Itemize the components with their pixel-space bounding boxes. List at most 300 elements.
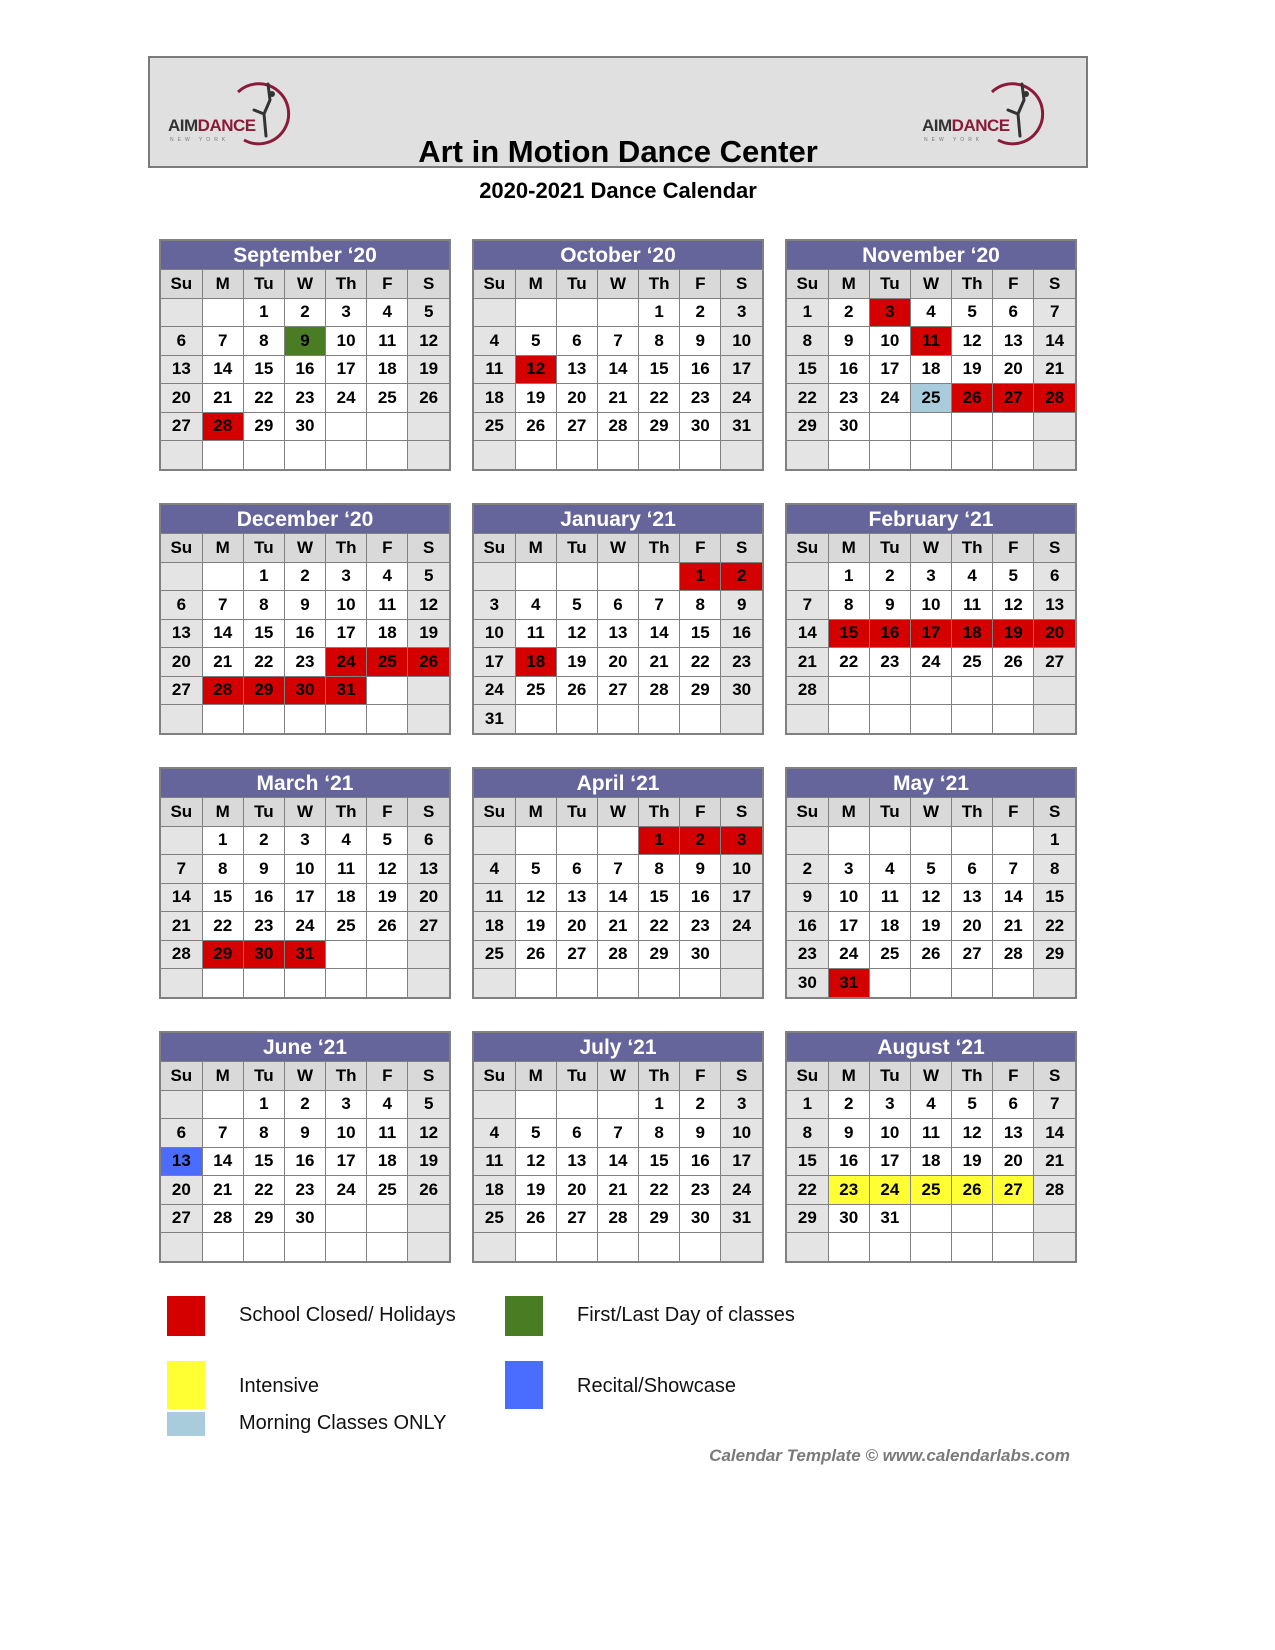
day-cell: 14 <box>161 883 202 912</box>
day-cell: 25 <box>515 676 556 705</box>
empty-cell <box>367 705 408 733</box>
legend-swatch <box>167 1296 205 1336</box>
day-cell: 1 <box>639 826 680 855</box>
day-cell: 24 <box>869 1176 910 1205</box>
day-cell: 27 <box>161 1204 202 1233</box>
day-cell: 13 <box>161 355 202 384</box>
day-cell: 25 <box>367 648 408 677</box>
day-cell: 26 <box>515 940 556 969</box>
empty-cell <box>326 441 367 469</box>
day-cell: 19 <box>515 384 556 413</box>
day-cell: 2 <box>680 1090 721 1119</box>
day-cell: 11 <box>952 591 993 620</box>
day-cell: 16 <box>680 883 721 912</box>
day-cell: 9 <box>828 1119 869 1148</box>
weekday-header: Su <box>161 798 202 827</box>
day-cell: 17 <box>910 619 951 648</box>
page-subtitle: 2020-2021 Dance Calendar <box>479 178 757 203</box>
day-cell: 23 <box>721 648 762 677</box>
day-cell: 8 <box>202 855 243 884</box>
day-cell: 14 <box>1034 327 1075 356</box>
day-cell: 16 <box>284 355 325 384</box>
day-cell: 3 <box>721 1090 762 1119</box>
day-cell: 7 <box>597 1119 638 1148</box>
weekday-header: Th <box>952 270 993 299</box>
empty-cell <box>326 969 367 997</box>
empty-cell <box>243 1233 284 1261</box>
day-cell: 4 <box>367 562 408 591</box>
day-cell: 22 <box>828 648 869 677</box>
day-cell: 29 <box>787 1204 828 1233</box>
day-cell: 16 <box>284 1147 325 1176</box>
weekday-header: S <box>408 270 449 299</box>
day-cell: 7 <box>597 327 638 356</box>
day-cell: 18 <box>910 355 951 384</box>
day-cell: 15 <box>1034 883 1075 912</box>
empty-cell <box>556 969 597 997</box>
weekday-header: S <box>1034 270 1075 299</box>
logo-city-text: NEW YORK <box>170 137 230 143</box>
day-cell: 26 <box>993 648 1034 677</box>
day-cell: 26 <box>408 648 449 677</box>
empty-cell <box>910 969 951 997</box>
weekday-header: Th <box>326 1062 367 1091</box>
empty-cell <box>556 562 597 591</box>
empty-cell <box>243 969 284 997</box>
day-cell: 18 <box>910 1147 951 1176</box>
legend-swatch <box>505 1361 543 1409</box>
day-cell: 25 <box>869 940 910 969</box>
weekday-header: Tu <box>869 534 910 563</box>
day-cell: 8 <box>243 591 284 620</box>
weekday-header: W <box>284 270 325 299</box>
day-cell: 1 <box>243 298 284 327</box>
day-cell: 9 <box>680 327 721 356</box>
day-cell: 28 <box>202 1204 243 1233</box>
day-cell: 13 <box>597 619 638 648</box>
weekday-header: Tu <box>869 270 910 299</box>
day-cell: 30 <box>787 969 828 997</box>
day-cell: 29 <box>243 1204 284 1233</box>
empty-cell <box>828 705 869 733</box>
empty-cell <box>367 676 408 705</box>
empty-cell <box>787 705 828 733</box>
day-cell: 12 <box>408 1119 449 1148</box>
empty-cell <box>202 441 243 469</box>
weekday-header: W <box>910 270 951 299</box>
weekday-header: W <box>284 534 325 563</box>
day-cell: 5 <box>515 855 556 884</box>
weekday-header: Su <box>474 798 515 827</box>
weekday-header: W <box>284 798 325 827</box>
day-cell: 10 <box>326 591 367 620</box>
day-cell: 5 <box>993 562 1034 591</box>
day-cell: 10 <box>284 855 325 884</box>
month-title: November ‘20 <box>787 241 1075 269</box>
empty-cell <box>474 1233 515 1261</box>
empty-cell <box>474 562 515 591</box>
day-cell: 21 <box>597 384 638 413</box>
day-cell: 6 <box>597 591 638 620</box>
day-cell: 18 <box>474 1176 515 1205</box>
empty-cell <box>556 705 597 733</box>
weekday-header: Su <box>474 534 515 563</box>
weekday-header: M <box>202 1062 243 1091</box>
day-cell: 1 <box>243 562 284 591</box>
day-cell: 15 <box>243 355 284 384</box>
empty-cell <box>474 1090 515 1119</box>
day-cell: 17 <box>869 355 910 384</box>
day-cell: 7 <box>202 1119 243 1148</box>
day-cell: 5 <box>910 855 951 884</box>
day-cell: 5 <box>515 327 556 356</box>
day-cell: 17 <box>721 1147 762 1176</box>
empty-cell <box>787 1233 828 1261</box>
empty-cell <box>1034 441 1075 469</box>
empty-cell <box>597 969 638 997</box>
day-cell: 18 <box>367 355 408 384</box>
empty-cell <box>993 412 1034 441</box>
empty-cell <box>161 1233 202 1261</box>
day-cell: 7 <box>639 591 680 620</box>
day-cell: 7 <box>597 855 638 884</box>
empty-cell <box>952 1233 993 1261</box>
footer-credit: Calendar Template © www.calendarlabs.com <box>709 1446 1070 1465</box>
empty-cell <box>202 1090 243 1119</box>
day-cell: 13 <box>161 619 202 648</box>
day-cell: 29 <box>639 940 680 969</box>
weekday-header: Th <box>326 270 367 299</box>
empty-cell <box>284 441 325 469</box>
day-cell: 31 <box>828 969 869 997</box>
day-cell: 2 <box>787 855 828 884</box>
legend-label: Intensive <box>239 1375 320 1397</box>
day-cell: 8 <box>787 1119 828 1148</box>
day-cell: 30 <box>284 676 325 705</box>
day-cell: 29 <box>243 412 284 441</box>
day-cell: 25 <box>367 1176 408 1205</box>
day-cell: 27 <box>161 412 202 441</box>
day-cell: 13 <box>161 1147 202 1176</box>
empty-cell <box>639 441 680 469</box>
empty-cell <box>161 705 202 733</box>
day-cell: 6 <box>952 855 993 884</box>
weekday-header: Su <box>161 1062 202 1091</box>
weekday-header: M <box>515 1062 556 1091</box>
empty-cell <box>515 826 556 855</box>
day-cell: 11 <box>474 883 515 912</box>
day-cell: 5 <box>408 562 449 591</box>
day-cell: 21 <box>1034 1147 1075 1176</box>
day-cell: 19 <box>408 619 449 648</box>
empty-cell <box>367 1204 408 1233</box>
empty-cell <box>408 969 449 997</box>
day-cell: 24 <box>326 648 367 677</box>
weekday-header: F <box>367 1062 408 1091</box>
day-cell: 14 <box>202 1147 243 1176</box>
empty-cell <box>993 1204 1034 1233</box>
day-cell: 4 <box>952 562 993 591</box>
weekday-header: Tu <box>556 1062 597 1091</box>
day-cell: 27 <box>952 940 993 969</box>
day-cell: 14 <box>639 619 680 648</box>
empty-cell <box>161 298 202 327</box>
day-cell: 8 <box>243 1119 284 1148</box>
empty-cell <box>597 298 638 327</box>
day-cell: 29 <box>202 940 243 969</box>
day-cell: 31 <box>326 676 367 705</box>
day-cell: 19 <box>556 648 597 677</box>
day-cell: 2 <box>680 826 721 855</box>
empty-cell <box>680 969 721 997</box>
day-cell: 16 <box>243 883 284 912</box>
month-calendar <box>472 1031 764 1263</box>
day-cell: 6 <box>161 591 202 620</box>
month-title: May ‘21 <box>787 769 1075 797</box>
empty-cell <box>1034 1233 1075 1261</box>
day-cell: 21 <box>597 1176 638 1205</box>
day-cell: 26 <box>952 384 993 413</box>
empty-cell <box>910 826 951 855</box>
empty-cell <box>639 705 680 733</box>
day-cell: 9 <box>828 327 869 356</box>
empty-cell <box>161 826 202 855</box>
month-calendar <box>785 767 1077 999</box>
empty-cell <box>787 826 828 855</box>
day-cell: 8 <box>639 1119 680 1148</box>
day-cell: 23 <box>869 648 910 677</box>
day-cell: 15 <box>639 883 680 912</box>
empty-cell <box>869 969 910 997</box>
day-cell: 23 <box>787 940 828 969</box>
day-cell: 25 <box>326 912 367 941</box>
day-cell: 15 <box>243 1147 284 1176</box>
day-cell: 11 <box>367 1119 408 1148</box>
day-cell: 28 <box>1034 384 1075 413</box>
weekday-header: F <box>680 1062 721 1091</box>
weekday-header: S <box>721 270 762 299</box>
day-cell: 30 <box>680 1204 721 1233</box>
empty-cell <box>202 298 243 327</box>
day-cell: 8 <box>1034 855 1075 884</box>
day-cell: 12 <box>556 619 597 648</box>
day-cell: 23 <box>680 912 721 941</box>
day-cell: 6 <box>1034 562 1075 591</box>
day-cell: 19 <box>408 1147 449 1176</box>
day-cell: 20 <box>408 883 449 912</box>
day-cell: 27 <box>597 676 638 705</box>
empty-cell <box>408 441 449 469</box>
empty-cell <box>515 1233 556 1261</box>
day-cell: 14 <box>787 619 828 648</box>
weekday-header: Tu <box>243 270 284 299</box>
day-cell: 4 <box>474 855 515 884</box>
day-cell: 5 <box>408 1090 449 1119</box>
day-cell: 1 <box>787 298 828 327</box>
empty-cell <box>787 441 828 469</box>
empty-cell <box>556 1090 597 1119</box>
day-cell: 9 <box>869 591 910 620</box>
empty-cell <box>639 1233 680 1261</box>
empty-cell <box>993 1233 1034 1261</box>
weekday-header: W <box>910 798 951 827</box>
day-cell: 31 <box>721 412 762 441</box>
weekday-header: Su <box>787 798 828 827</box>
day-cell: 1 <box>787 1090 828 1119</box>
day-cell: 19 <box>993 619 1034 648</box>
day-cell: 10 <box>474 619 515 648</box>
day-cell: 6 <box>556 327 597 356</box>
day-cell: 1 <box>202 826 243 855</box>
day-cell: 10 <box>869 1119 910 1148</box>
day-cell: 30 <box>721 676 762 705</box>
day-cell: 20 <box>1034 619 1075 648</box>
empty-cell <box>910 1204 951 1233</box>
day-cell: 31 <box>474 705 515 733</box>
day-cell: 30 <box>243 940 284 969</box>
weekday-header: W <box>597 534 638 563</box>
day-cell: 30 <box>828 412 869 441</box>
day-cell: 28 <box>202 412 243 441</box>
day-cell: 21 <box>993 912 1034 941</box>
empty-cell <box>474 441 515 469</box>
day-cell: 30 <box>680 412 721 441</box>
empty-cell <box>828 676 869 705</box>
weekday-header: M <box>202 534 243 563</box>
day-cell: 20 <box>993 355 1034 384</box>
day-cell: 12 <box>952 327 993 356</box>
day-cell: 1 <box>639 298 680 327</box>
empty-cell <box>326 1204 367 1233</box>
day-cell: 28 <box>597 1204 638 1233</box>
day-cell: 19 <box>952 355 993 384</box>
day-cell: 22 <box>243 648 284 677</box>
empty-cell <box>515 441 556 469</box>
day-cell: 30 <box>284 412 325 441</box>
month-calendar <box>159 767 451 999</box>
day-cell: 5 <box>408 298 449 327</box>
empty-cell <box>721 1233 762 1261</box>
day-cell: 12 <box>515 1147 556 1176</box>
day-cell: 3 <box>326 1090 367 1119</box>
day-cell: 29 <box>787 412 828 441</box>
day-cell: 28 <box>1034 1176 1075 1205</box>
day-cell: 6 <box>556 1119 597 1148</box>
day-cell: 5 <box>556 591 597 620</box>
day-cell: 17 <box>284 883 325 912</box>
weekday-header: Tu <box>869 1062 910 1091</box>
day-cell: 17 <box>721 355 762 384</box>
day-cell: 27 <box>556 412 597 441</box>
day-cell: 26 <box>515 1204 556 1233</box>
empty-cell <box>202 705 243 733</box>
day-cell: 23 <box>284 384 325 413</box>
day-cell: 25 <box>952 648 993 677</box>
day-cell: 9 <box>721 591 762 620</box>
day-cell: 22 <box>787 1176 828 1205</box>
day-cell: 6 <box>556 855 597 884</box>
day-cell: 23 <box>828 384 869 413</box>
day-cell: 11 <box>869 883 910 912</box>
day-cell: 13 <box>952 883 993 912</box>
day-cell: 23 <box>284 648 325 677</box>
day-cell: 29 <box>639 412 680 441</box>
day-cell: 17 <box>869 1147 910 1176</box>
empty-cell <box>202 562 243 591</box>
empty-cell <box>597 562 638 591</box>
day-cell: 5 <box>952 298 993 327</box>
empty-cell <box>639 969 680 997</box>
empty-cell <box>474 969 515 997</box>
day-cell: 13 <box>993 327 1034 356</box>
day-cell: 4 <box>910 298 951 327</box>
day-cell: 28 <box>993 940 1034 969</box>
day-cell: 7 <box>161 855 202 884</box>
day-cell: 11 <box>910 1119 951 1148</box>
day-cell: 20 <box>161 384 202 413</box>
day-cell: 11 <box>326 855 367 884</box>
empty-cell <box>910 705 951 733</box>
weekday-header: Su <box>161 270 202 299</box>
empty-cell <box>515 705 556 733</box>
empty-cell <box>1034 969 1075 997</box>
weekday-header: Th <box>639 1062 680 1091</box>
empty-cell <box>1034 705 1075 733</box>
day-cell: 22 <box>639 1176 680 1205</box>
legend-swatch <box>505 1296 543 1336</box>
empty-cell <box>408 412 449 441</box>
day-cell: 9 <box>284 1119 325 1148</box>
day-cell: 25 <box>474 1204 515 1233</box>
day-cell: 26 <box>367 912 408 941</box>
empty-cell <box>910 412 951 441</box>
day-cell: 2 <box>680 298 721 327</box>
empty-cell <box>952 969 993 997</box>
empty-cell <box>408 676 449 705</box>
weekday-header: F <box>680 798 721 827</box>
weekday-header: S <box>1034 534 1075 563</box>
day-cell: 6 <box>408 826 449 855</box>
weekday-header: S <box>721 534 762 563</box>
day-cell: 16 <box>828 355 869 384</box>
empty-cell <box>952 441 993 469</box>
day-cell: 14 <box>597 1147 638 1176</box>
day-cell: 21 <box>202 384 243 413</box>
day-cell: 6 <box>993 298 1034 327</box>
day-cell: 24 <box>869 384 910 413</box>
day-cell: 1 <box>639 1090 680 1119</box>
empty-cell <box>556 826 597 855</box>
legend-label: School Closed/ Holidays <box>239 1304 456 1326</box>
day-cell: 16 <box>680 1147 721 1176</box>
logo-dance-text: DANCE <box>197 116 256 135</box>
day-cell: 27 <box>161 676 202 705</box>
day-cell: 31 <box>284 940 325 969</box>
day-cell: 3 <box>869 298 910 327</box>
weekday-header: S <box>408 1062 449 1091</box>
month-calendar <box>472 239 764 471</box>
day-cell: 18 <box>367 1147 408 1176</box>
day-cell: 20 <box>161 648 202 677</box>
day-cell: 3 <box>721 298 762 327</box>
empty-cell <box>993 826 1034 855</box>
empty-cell <box>408 1204 449 1233</box>
day-cell: 9 <box>243 855 284 884</box>
day-cell: 26 <box>408 384 449 413</box>
day-cell: 24 <box>828 940 869 969</box>
day-cell: 1 <box>680 562 721 591</box>
month-calendar <box>159 239 451 471</box>
